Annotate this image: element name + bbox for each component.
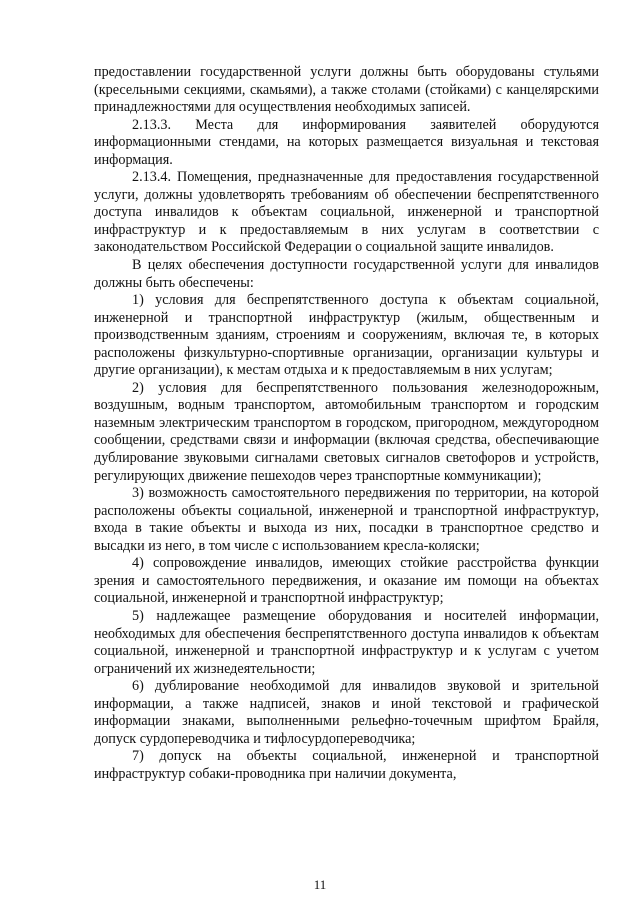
list-item-3: 3) возможность самостоятельного передвижения по территории, на которой расположены объекты социальной, инженерной и транспортной инфраструктур, входа в такие объекты и выхода из них, посадки в транспортное средство и высадки из него, в том числе с использованием кресла-коляски; [94, 485, 599, 554]
document-body [94, 64, 599, 783]
list-item-2: 2) условия для беспрепятственного пользования железнодорожным, воздушным, водным транспортом, автомобильным транспортом и городским наземным электрическим транспортом в городском, пригородном, междугородном сообщении, средствами связи и информации (включая средства, обеспечивающие дублирование звуковыми сигналами световых сигналов светофоров и устройств, регулирующих движение пешеходов через транспортные коммуникации); [94, 379, 599, 484]
page-number: 11 [313, 877, 327, 892]
paragraph-2-13-3: 2.13.3. Места для информирования заявителей оборудуются информационными стендами, на которых размещается визуальная и текстовая информация. [94, 116, 599, 168]
list-item-7: 7) допуск на объекты социальной, инженерной и транспортной инфраструктур собаки-проводника при наличии документа, [94, 748, 599, 782]
list-item-6: 6) дублирование необходимой для инвалидов звуковой и зрительной информации, а также надписей, знаков и иной текстовой и графической информации знаками, выполненными рельефно-точечным шрифтом Брайля, допуск сурдопереводчика и тифлосурдопереводчика; [94, 678, 599, 747]
list-item-5: 5) надлежащее размещение оборудования и носителей информации, необходимых для обеспечения беспрепятственного доступа инвалидов к объектам социальной, инженерной и транспортной инфраструктур и к услугам с учетом ограничений их жизнедеятельности; [94, 607, 599, 677]
paragraph-2-13-4: 2.13.4. Помещения, предназначенные для предоставления государственной услуги, должны удовлетворять требованиям об обеспечении беспрепятственного доступа инвалидов к объектам социальной, инженерной и транспортной инфраструктур и к предоставляемым в них услугам в соответствии с законодательством Российской Федерации о социальной защите инвалидов. [94, 169, 599, 256]
list-item-4: 4) сопровождение инвалидов, имеющих стойкие расстройства функции зрения и самостоятельного передвижения, и оказание им помощи на объектах социальной, инженерной и транспортной инфраструктур; [94, 555, 599, 607]
list-item-1: 1) условия для беспрепятственного доступа к объектам социальной, инженерной и транспортной инфраструктур (жилым, общественным и производственным зданиям, строениям и сооружениям, включая те, в которых расположены физкультурно-спортивные организации, организации культуры и другие организации), к местам отдыха и к предоставляемым в них услугам; [94, 292, 599, 379]
paragraph-continuation: предоставлении государственной услуги должны быть оборудованы стульями (кресельными секциями, скамьями), а также столами (стойками) с канцелярскими принадлежностями для осуществления необходимых записей. [94, 64, 599, 116]
paragraph-accessibility-intro: В целях обеспечения доступности государственной услуги для инвалидов должны быть обеспечены: [94, 257, 599, 291]
